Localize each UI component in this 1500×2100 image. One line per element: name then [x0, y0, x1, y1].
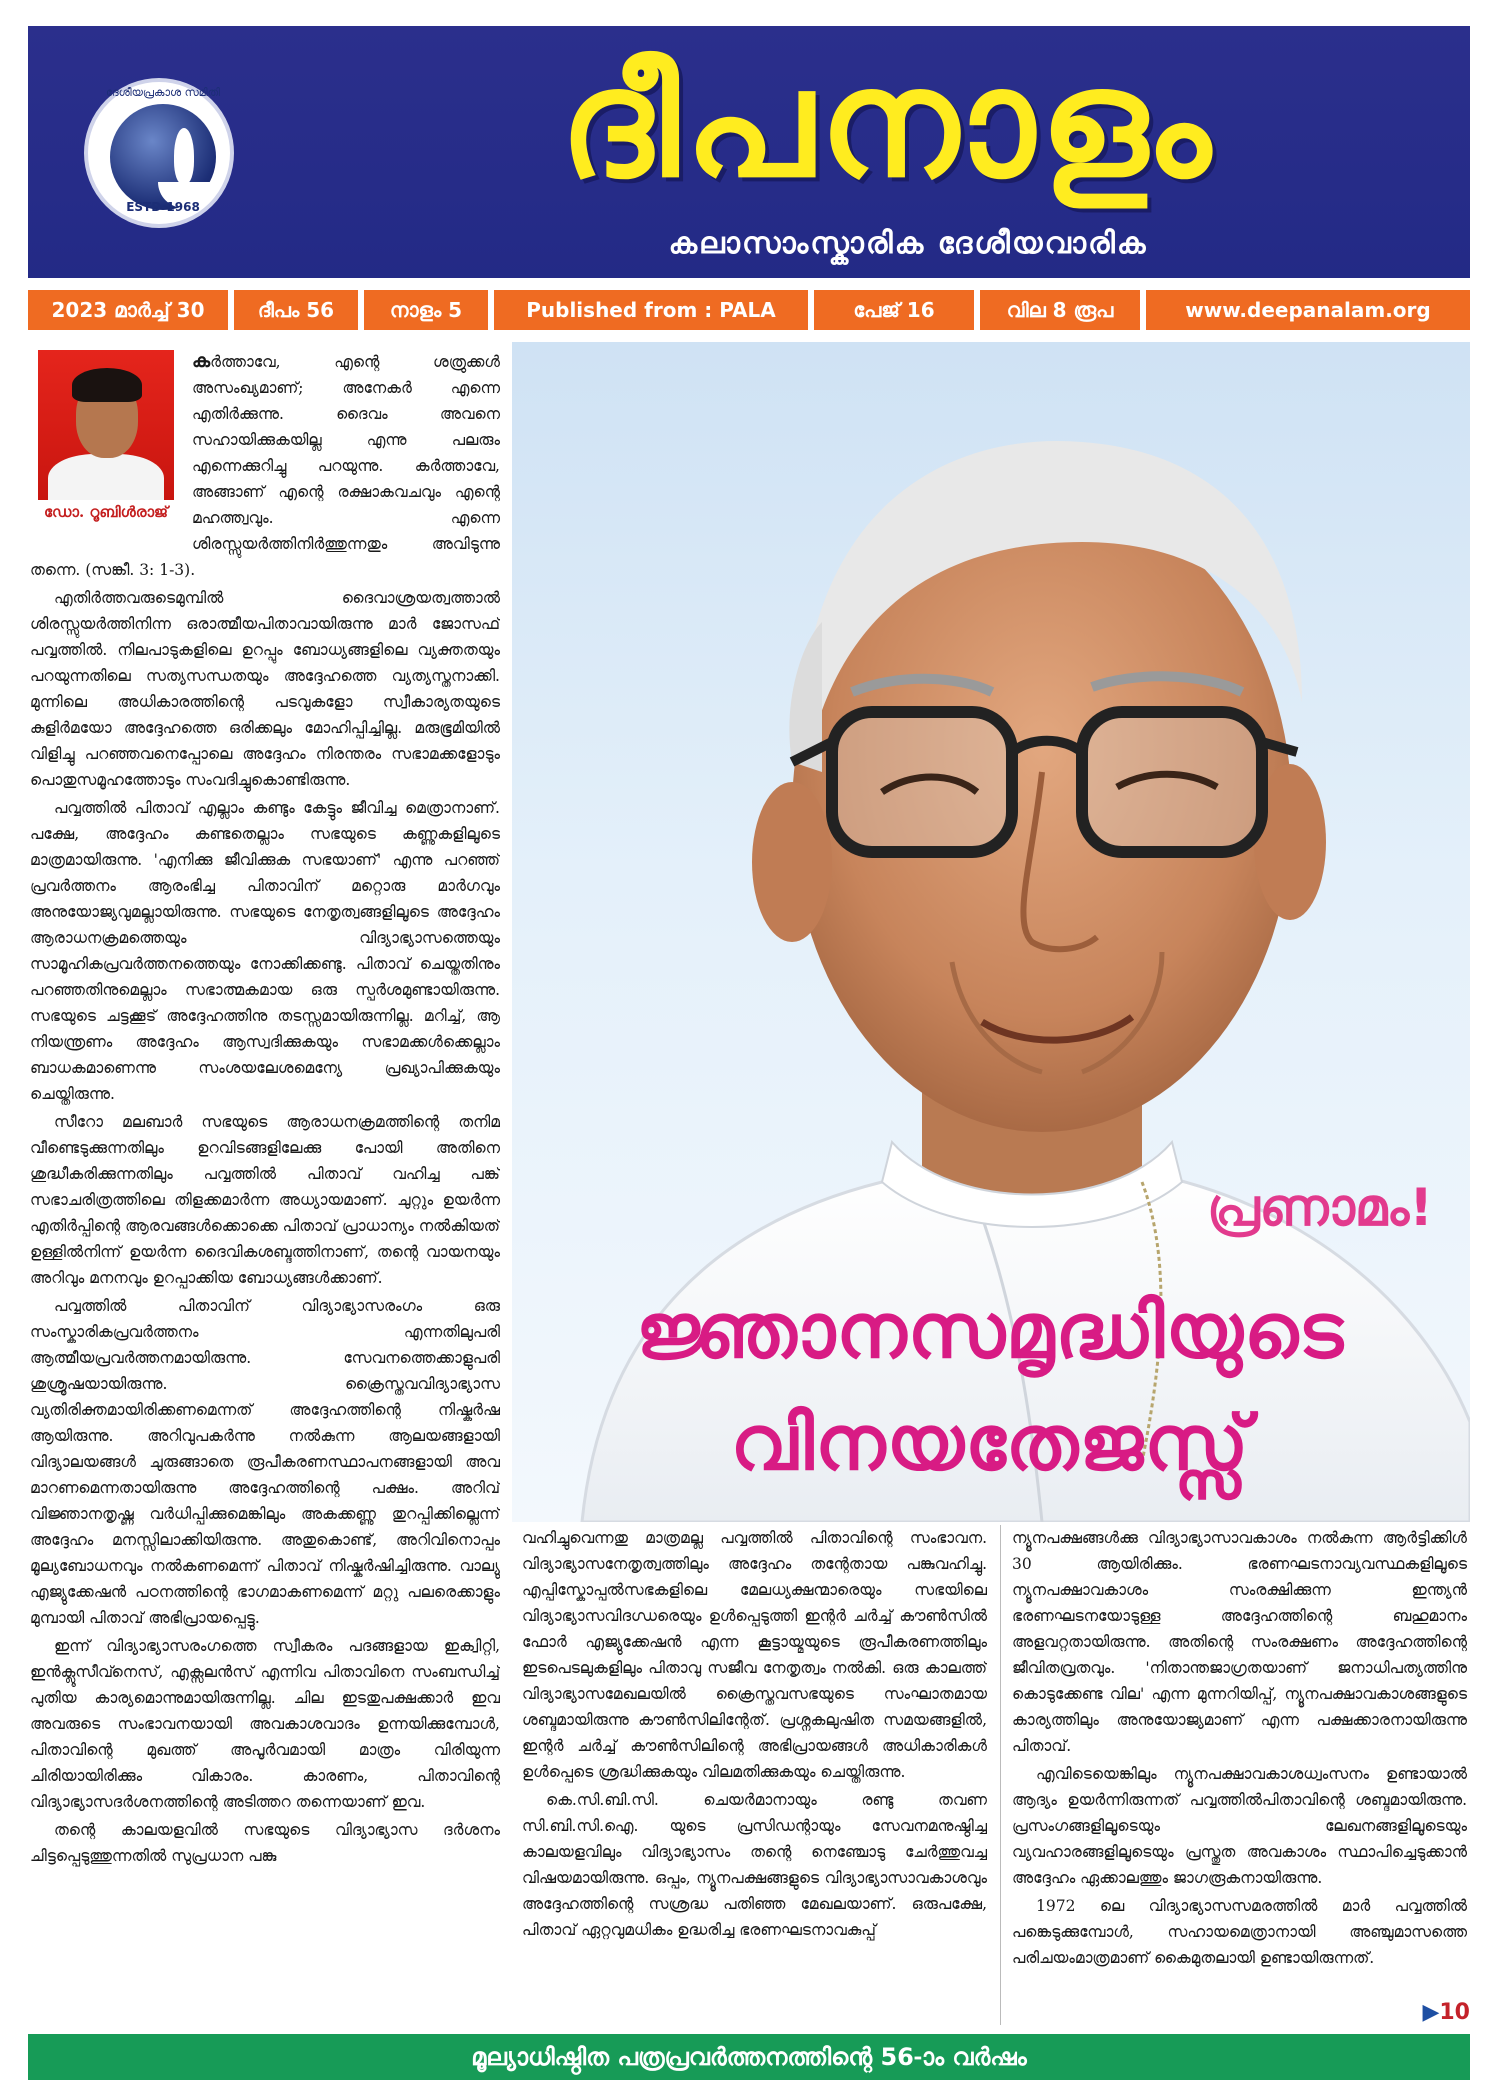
article-paragraph: വഹിച്ചുവെന്നതു മാത്രമല്ല പവ്വത്തിൽ പിതാവിന്റെ സംഭാവന. വിദ്യാഭ്യാസനേതൃത്വത്തിലും അദ്ദേഹം തന്റേതായ പങ്കുവഹിച്ചു. എപ്പിസ്കോപ്പൽസഭകളിലെ മേലധ്യക്ഷന്മാരെയും സഭയിലെ വിദ്യാഭ്യാസവിദഗ്ധരെയും ഉൾപ്പെടുത്തി ഇന്റർ ചർച്ച് കൗൺസിൽ ഫോർ എജ്യുക്കേഷൻ എന്ന കൂട്ടായ്മയുടെ രൂപീകരണത്തിലും ഇടപെടലുകളിലും പിതാവു സജീവ നേതൃത്വം നൽകി. ഒരു കാലത്ത് വിദ്യാഭ്യാസമേഖലയിൽ ക്രൈസ്തവസഭയുടെ സംഘാതമായ ശബ്ദമായിരുന്നു കൗൺസിലിന്റേത്. പ്രശ്നകലുഷിത സമയങ്ങളിൽ, ഇന്റർ ചർച്ച് കൗൺസിലിന്റെ അഭിപ്രായങ്ങൾ അധികാരികൾ ഉൾപ്പെടെ ശ്രദ്ധിക്കുകയും വിലമതിക്കുകയും ചെയ്തിരുന്നു. [522, 1529, 987, 1781]
article-paragraph: സീറോ മലബാർ സഭയുടെ ആരാധനക്രമത്തിന്റെ തനിമ വീണ്ടെടുക്കുന്നതിലും ഉറവിടങ്ങളിലേക്കു പോയി അതിനെ ശുദ്ധീകരിക്കുന്നതിലും പവ്വത്തിൽ പിതാവ് വഹിച്ച പങ്ക് സഭാചരിത്രത്തിലെ തിളക്കമാർന്ന അധ്യായമാണ്. ചുറ്റും ഉയർന്ന എതിർപ്പിന്റെ ആരവങ്ങൾക്കൊക്കെ പിതാവ് പ്രാധാന്യം നൽകിയത് ഉള്ളിൽനിന്ന് ഉയർന്ന ദൈവികശബ്ദത്തിനാണ്, തന്റെ വായനയും അറിവും മനനവും ഉറപ്പാക്കിയ ബോധ്യങ്ങൾക്കാണ്. [30, 1113, 500, 1287]
footer-banner: മൂല്യാധിഷ്ഠിത പത്രപ്രവർത്തനത്തിന്റെ 56-ാം വർഷം [28, 2034, 1470, 2080]
article-paragraph: ഇന്ന് വിദ്യാഭ്യാസരംഗത്തെ സ്വീകരം പദങ്ങളായ ഇക്വിറ്റി, ഇൻക്ലൂസീവ്നെസ്, എക്സലൻസ് എന്നിവ പിതാവിനെ സംബന്ധിച്ച് പുതിയ കാര്യമൊന്നുമായിരുന്നില്ല. ചില ഇടതുപക്ഷക്കാർ ഇവ അവരുടെ സംഭാവനയായി അവകാശവാദം ഉന്നയിക്കുമ്പോൾ, പിതാവിന്റെ മുഖത്ത് അപൂർവമായി മാത്രം വിരിയുന്ന ചിരിയായിരിക്കും വികാരം. കാരണം, പിതാവിന്റെ വിദ്യാഭ്യാസദർശനത്തിന്റെ അടിത്തറ തന്നെയാണ് ഇവ. [30, 1637, 500, 1811]
article-paragraph: എതിർത്തവരുടെമുമ്പിൽ ദൈവാശ്രയത്വത്താൽ ശിരസ്സുയർത്തിനിന്ന ഒരാത്മീയപിതാവായിരുന്നു മാർ ജോസഫ് പവ്വത്തിൽ. നിലപാടുകളിലെ ഉറപ്പും ബോധ്യങ്ങളിലെ വ്യക്തതയും പറയുന്നതിലെ സത്യസന്ധതയും അദ്ദേഹത്തെ വ്യത്യസ്തനാക്കി. മുന്നിലെ അധികാരത്തിന്റെ പടവുകളോ സ്വീകാര്യതയുടെ കുളിർമയോ അദ്ദേഹത്തെ ഒരിക്കലും മോഹിപ്പിച്ചില്ല. മരുഭൂമിയിൽ വിളിച്ചു പറഞ്ഞവനെപ്പോലെ അദ്ദേഹം നിരന്തരം സഭാമക്കളോടും പൊതുസമൂഹത്തോടും സംവദിച്ചുകൊണ്ടിരുന്നു. [30, 589, 500, 789]
headline-line-2: വിനയതേജസ്സ് [730, 1398, 1250, 1487]
issue-number: നാളം 5 [364, 290, 488, 330]
logo-established: ESTD-1968 [126, 200, 200, 214]
issue-price: വില 8 രൂപ [980, 290, 1140, 330]
article-paragraph: കെ.സി.ബി.സി. ചെയർമാനായും രണ്ടു തവണ സി.ബി.സി.ഐ. യുടെ പ്രസിഡന്റായും സേവനമനുഷ്ഠിച്ച കാലയളവിലും വിദ്യാഭ്യാസം തന്റെ നെഞ്ചോടു ചേർത്തുവച്ച വിഷയമായിരുന്നു. ഒപ്പം, ന്യൂനപക്ഷങ്ങളുടെ വിദ്യാഭ്യാസാവകാശവും അദ്ദേഹത്തിന്റെ സശ്രദ്ധ പതിഞ്ഞ മേഖലയാണ്. ഒരുപക്ഷേ, പിതാവ് ഏറ്റവുമധികം ഉദ്ധരിച്ച ഭരണഘടനാവകുപ്പ് [522, 1791, 987, 1939]
publication-logo [84, 78, 234, 228]
article-paragraph: 1972 ലെ വിദ്യാഭ്യാസസമരത്തിൽ മാർ പവ്വത്തിൽ പങ്കെടുക്കുമ്പോൾ, സഹായമെത്രാനായി അഞ്ചുമാസത്തെ പരിചയംമാത്രമാണ് കൈമുതലായി ഉണ്ടായിരുന്നത്. [1012, 1897, 1467, 1967]
article-paragraph: തന്റെ കാലയളവിൽ സഭയുടെ വിദ്യാഭ്യാസ ദർശനം ചിട്ടപ്പെടുത്തുന്നതിൽ സുപ്രധാന പങ്കു [30, 1821, 500, 1865]
article-paragraph: എവിടെയെങ്കിലും ന്യൂനപക്ഷാവകാശധ്വംസനം ഉണ്ടായാൽ ആദ്യം ഉയർന്നിരുന്നത് പവ്വത്തിൽപിതാവിന്റെ ശബ്ദമായിരുന്നു. പ്രസംഗങ്ങളിലൂടെയും ലേഖനങ്ങളിലൂടെയും വ്യവഹാരങ്ങളിലൂടെയും പ്രസ്തുത അവകാശം സ്ഥാപിച്ചെടുക്കാൻ അദ്ദേഹം ഏക്കാലത്തും ജാഗരൂകനായിരുന്നു. [1012, 1765, 1467, 1887]
article-left-column [30, 348, 500, 2028]
article-paragraph: ന്യൂനപക്ഷങ്ങൾക്കു വിദ്യാഭ്യാസാവകാശം നൽകുന്ന ആർട്ടിക്കിൾ 30 ആയിരിക്കും. ഭരണഘടനാവ്യവസ്ഥകളിലൂടെ ന്യൂനപക്ഷാവകാശം സംരക്ഷിക്കുന്ന ഇന്ത്യൻ ഭരണഘടനയോടുള്ള അദ്ദേഹത്തിന്റെ ബഹുമാനം അളവറ്റതായിരുന്നു. അതിന്റെ സംരക്ഷണം അദ്ദേഹത്തിന്റെ ജീവിതവ്രതവും. 'നിതാന്തജാഗ്രതയാണ് ജനാധിപത്യത്തിനു കൊടുക്കേണ്ട വില' എന്ന മുന്നറിയിപ്പ്, ന്യൂനപക്ഷാവകാശങ്ങളുടെ കാര്യത്തിലും അനുയോജ്യമാണ് എന്ന പക്ഷക്കാരനായിരുന്നു പിതാവ്. [1012, 1529, 1467, 1755]
article-column-2 [522, 1525, 987, 2025]
flame-icon [174, 128, 194, 184]
play-arrow-icon: ▶ [1422, 2000, 1440, 2025]
article-column-3 [1012, 1525, 1467, 2025]
logo-ring-text: ദേശീയപ്രകാശ സമിതി [105, 86, 221, 99]
issue-volume: ദീപം 56 [234, 290, 358, 330]
author-photo [38, 350, 174, 500]
publication-title: ദീപനാളം [559, 37, 1217, 211]
page-count: പേജ് 16 [814, 290, 974, 330]
article-paragraph: പവ്വത്തിൽ പിതാവിന് വിദ്യാഭ്യാസരംഗം ഒരു സംസ്കാരികപ്രവർത്തനം എന്നതിലുപരി ആത്മീയപ്രവർത്തനമായിരുന്നു. സേവനത്തെക്കാളുപരി ശുശ്രൂഷയായിരുന്നു. ക്രൈസ്തവവിദ്യാഭ്യാസ വ്യതിരിക്തമായിരിക്കണമെന്നത് അദ്ദേഹത്തിന്റെ നിഷ്കർഷ ആയിരുന്നു. അറിവുപകർന്നു നൽകുന്ന ആലയങ്ങളായി വിദ്യാലയങ്ങൾ ചുരുങ്ങാതെ രൂപീകരണസ്ഥാപനങ്ങളായി അവ മാറണമെന്നതായിരുന്നു അദ്ദേഹത്തിന്റെ പക്ഷം. അറിവ് വിജ്ഞാനതൃഷ്ണ വർധിപ്പിക്കുമെങ്കിലും അകക്കണ്ണു തുറപ്പിക്കില്ലെന്ന് അദ്ദേഹം മനസ്സിലാക്കിയിരുന്നു. അതുകൊണ്ട്, അറിവിനൊപ്പം മൂല്യബോധനവും നൽകണമെന്ന് പിതാവ് നിഷ്കർഷിച്ചിരുന്നു. വാല്യു എജ്യുക്കേഷൻ പഠനത്തിന്റെ ഭാഗമാകണമെന്ന് മറ്റു പലരെക്കാളും മുമ്പായി പിതാവ് അഭിപ്രായപ്പെട്ടു. [30, 1297, 500, 1627]
continued-on-page[interactable]: ▶10 [1422, 2000, 1470, 2025]
article-paragraph: പവ്വത്തിൽ പിതാവ് എല്ലാം കണ്ടും കേട്ടും ജീവിച്ച മെത്രാനാണ്. പക്ഷേ, അദ്ദേഹം കണ്ടതെല്ലാം സഭയുടെ കണ്ണുകളിലൂടെ മാത്രമായിരുന്നു. 'എനിക്കു ജീവിക്കുക സഭയാണ്' എന്നു പറഞ്ഞ് പ്രവർത്തനം ആരംഭിച്ച പിതാവിന് മറ്റൊരു മാർഗവും അനുയോജ്യവുമല്ലായിരുന്നു. സഭയുടെ നേതൃത്വങ്ങളിലൂടെ അദ്ദേഹം ആരാധനക്രമത്തെയും വിദ്യാഭ്യാസത്തെയും സാമൂഹികപ്രവർത്തനത്തെയും നോക്കിക്കണ്ടു. പിതാവ് ചെയ്തതിനും പറഞ്ഞതിനുമെല്ലാം സഭാത്മകമായ ഒരു സ്പർശമുണ്ടായിരുന്നു. സഭയുടെ ചട്ടക്കൂട് അദ്ദേഹത്തിനു തടസ്സമായിരുന്നില്ല. മറിച്ച്, ആ നിയന്ത്രണം അദ്ദേഹം ആസ്വദിക്കുകയും സഭാമക്കൾക്കെല്ലാം ബാധകമാണെന്നു സംശയലേശമെന്യേ പ്രഖ്യാപിക്കുകയും ചെയ്തിരുന്നു. [30, 799, 500, 1103]
author-byline [30, 350, 180, 528]
masthead [28, 26, 1470, 278]
published-from: Published from : PALA [494, 290, 808, 330]
headline [520, 1275, 1460, 1499]
publication-subtitle: കലാസാംസ്കാരിക ദേശീയവാരിക [668, 226, 1148, 261]
headline-line-1: ജ്ഞാനസമൃദ്ധിയുടെ [636, 1286, 1344, 1375]
author-name: ഡോ. റൂബിൾരാജ് [38, 500, 174, 524]
headline-kicker: പ്രണാമം! [1207, 1178, 1433, 1238]
drop-letter: ക [192, 350, 211, 372]
website-link[interactable]: www.deepanalam.org [1146, 290, 1470, 330]
column-divider [1000, 1525, 1001, 2025]
issue-date: 2023 മാർച്ച് 30 [28, 290, 228, 330]
article-paragraph: കർത്താവേ, എന്റെ ശത്രുക്കൾ അസംഖ്യമാണ്; അനേകർ എന്നെ എതിർക്കുന്നു. ദൈവം അവനെ സഹായിക്കുകയില്ല എന്നു പലരും എന്നെക്കുറിച്ചു പറയുന്നു. കർത്താവേ, അങ്ങാണ് എന്റെ രക്ഷാകവചവും എന്റെ മഹത്ത്വവും. എന്നെ ശിരസ്സുയർത്തിനിർത്തുന്നതും അവിടുന്നു തന്നെ. (സങ്കീ. 3: 1-3). [30, 350, 500, 579]
globe-icon [110, 104, 216, 210]
issue-info-bar [28, 290, 1470, 330]
